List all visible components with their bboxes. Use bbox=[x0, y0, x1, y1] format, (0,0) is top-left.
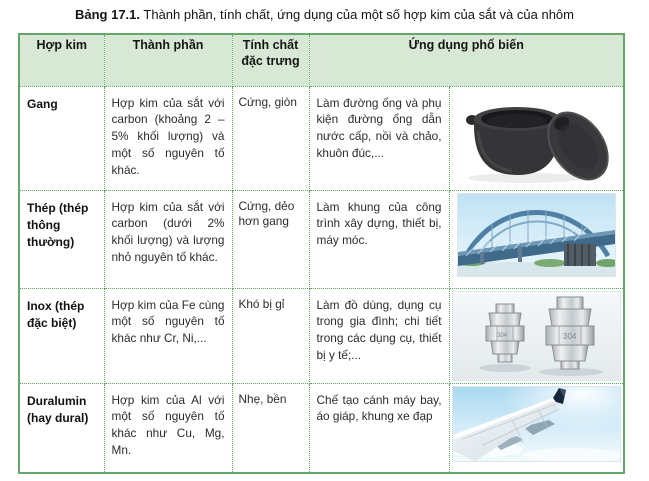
svg-text:304: 304 bbox=[562, 331, 577, 341]
alloy-name: Thép (thép thông thường) bbox=[19, 190, 104, 288]
alloy-composition: Hợp kim của Al với một số nguyên tố khác như Cu, Mg, Mn. bbox=[104, 383, 232, 473]
col-header-property: Tính chất đặc trưng bbox=[232, 34, 309, 86]
table-caption-number: Bảng 17.1. bbox=[74, 7, 141, 22]
airplane-wing-photo bbox=[452, 386, 621, 462]
steel-bridge-photo bbox=[457, 193, 616, 277]
alloy-composition: Hợp kim của sắt với carbon (dưới 2% khối lượng) và lượng nhỏ nguyên tố khác. bbox=[104, 190, 232, 288]
alloy-photo-cell bbox=[449, 383, 624, 473]
alloy-table bbox=[18, 33, 625, 474]
alloy-name: Inox (thép đặc biệt) bbox=[19, 288, 104, 383]
cast-iron-pot-photo bbox=[460, 89, 612, 185]
header-row bbox=[19, 34, 624, 86]
alloy-property: Cứng, giòn bbox=[232, 86, 309, 190]
svg-text:304: 304 bbox=[496, 332, 507, 339]
alloy-composition: Hợp kim của sắt với carbon (khoảng 2 – 5% khối lượng) và một số nguyên tố khác. bbox=[104, 86, 232, 190]
alloy-photo-cell bbox=[449, 190, 624, 288]
alloy-application: Chế tạo cánh máy bay, áo giáp, khung xe đạp bbox=[309, 383, 449, 473]
alloy-name: Gang bbox=[19, 86, 104, 190]
table-caption-text: Thành phần, tính chất, ứng dụng của một số hợp kim của sắt và của nhôm bbox=[140, 7, 574, 22]
table-caption bbox=[0, 7, 649, 22]
alloy-application: Làm đồ dùng, dụng cụ trong gia đình; chi tiết trong các dụng cụ, thiết bị y tế;... bbox=[309, 288, 449, 383]
alloy-name: Duralumin (hay dural) bbox=[19, 383, 104, 473]
table-row-thep bbox=[19, 190, 624, 288]
col-header-application: Ứng dụng phổ biến bbox=[309, 34, 624, 86]
steel-fittings-photo bbox=[452, 291, 621, 381]
table-row-gang bbox=[19, 86, 624, 190]
alloy-property: Cứng, dẻo hơn gang bbox=[232, 190, 309, 288]
alloy-composition: Hợp kim của Fe cùng một số nguyên tố khác như Cr, Ni,... bbox=[104, 288, 232, 383]
alloy-photo-cell bbox=[449, 288, 624, 383]
table-row-inox bbox=[19, 288, 624, 383]
alloy-application: Làm khung của công trình xây dựng, thiết bị, máy móc. bbox=[309, 190, 449, 288]
alloy-photo-cell bbox=[449, 86, 624, 190]
alloy-property: Khó bị gỉ bbox=[232, 288, 309, 383]
col-header-composition: Thành phần bbox=[104, 34, 232, 86]
alloy-application: Làm đường ống và phụ kiện đường ống dẫn nước cấp, nồi và chảo, khuôn đúc,... bbox=[309, 86, 449, 190]
alloy-property: Nhẹ, bền bbox=[232, 383, 309, 473]
table-row-duralumin bbox=[19, 383, 624, 473]
col-header-alloy: Hợp kim bbox=[19, 34, 104, 86]
